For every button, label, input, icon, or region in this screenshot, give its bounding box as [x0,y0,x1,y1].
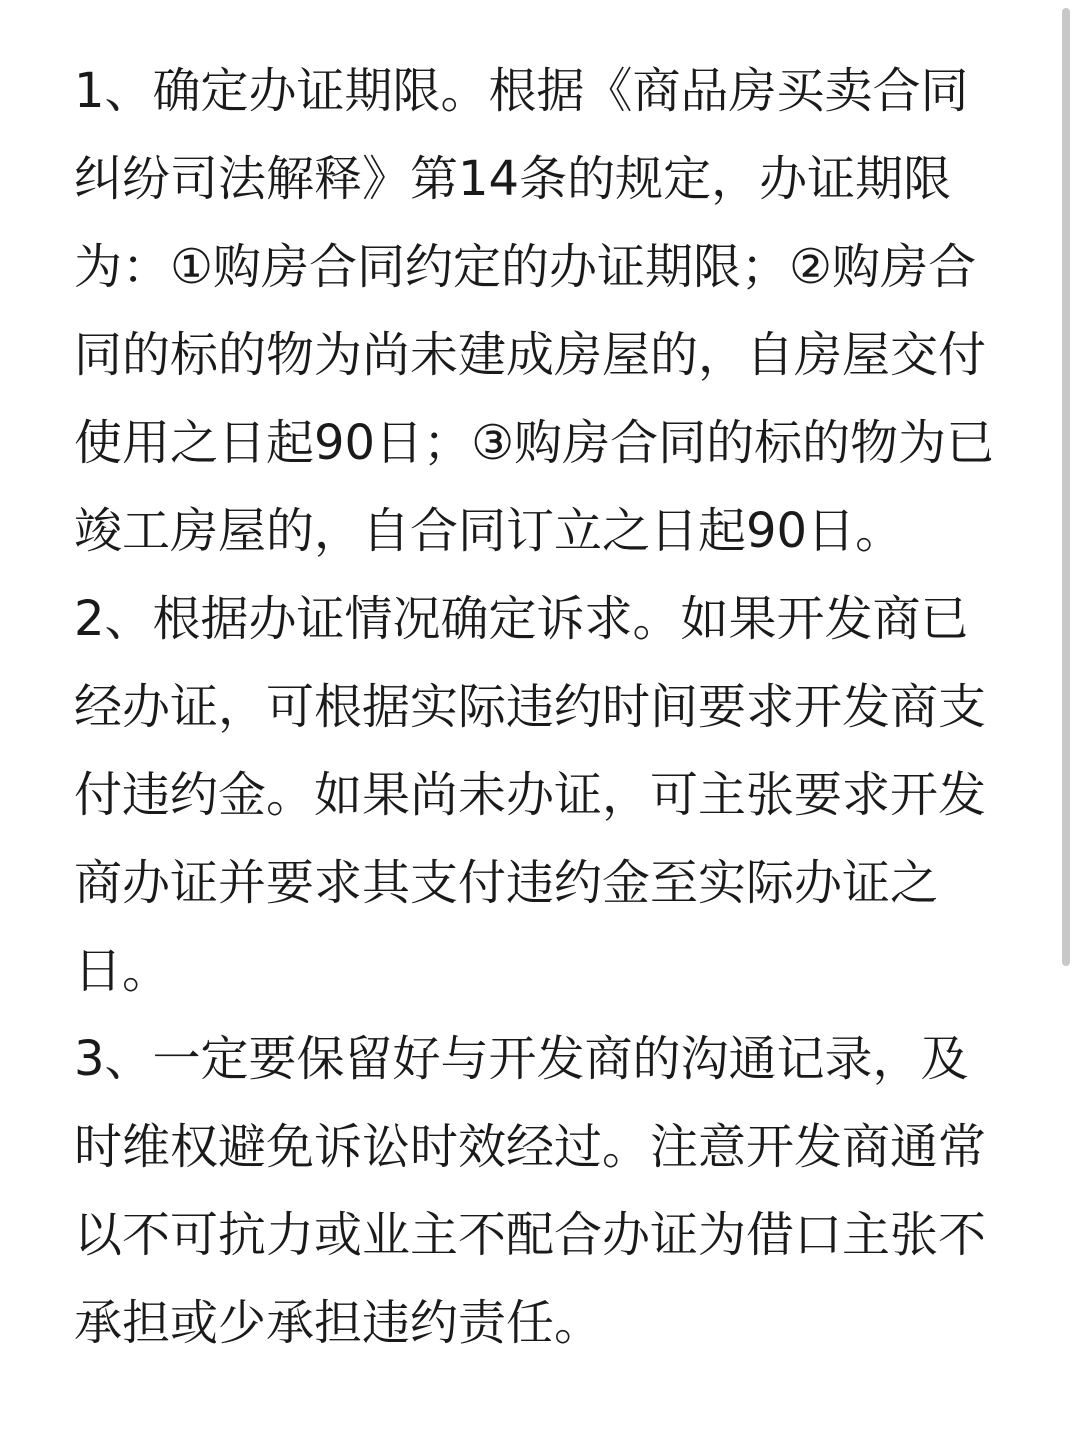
vertical-scrollbar[interactable] [1062,8,1070,966]
article-body [74,47,996,1367]
paragraph-1: 1、确定办证期限。根据《商品房买卖合同纠纷司法解释》第14条的规定，办证期限为：①购房合同约定的办证期限；②购房合同的标的物为尚未建成房屋的，自房屋交付使用之日起90日；③购房合同的标的物为已竣工房屋的，自合同订立之日起90日。 [74,63,995,559]
paragraph-2: 2、根据办证情况确定诉求。如果开发商已经办证，可根据实际违约时间要求开发商支付违约金。如果尚未办证，可主张要求开发商办证并要求其支付违约金至实际办证之日。 [74,591,987,999]
paragraph-3: 3、一定要保留好与开发商的沟通记录，及时维权避免诉讼时效经过。注意开发商通常以不可抗力或业主不配合办证为借口主张不承担或少承担违约责任。 [74,1031,987,1351]
